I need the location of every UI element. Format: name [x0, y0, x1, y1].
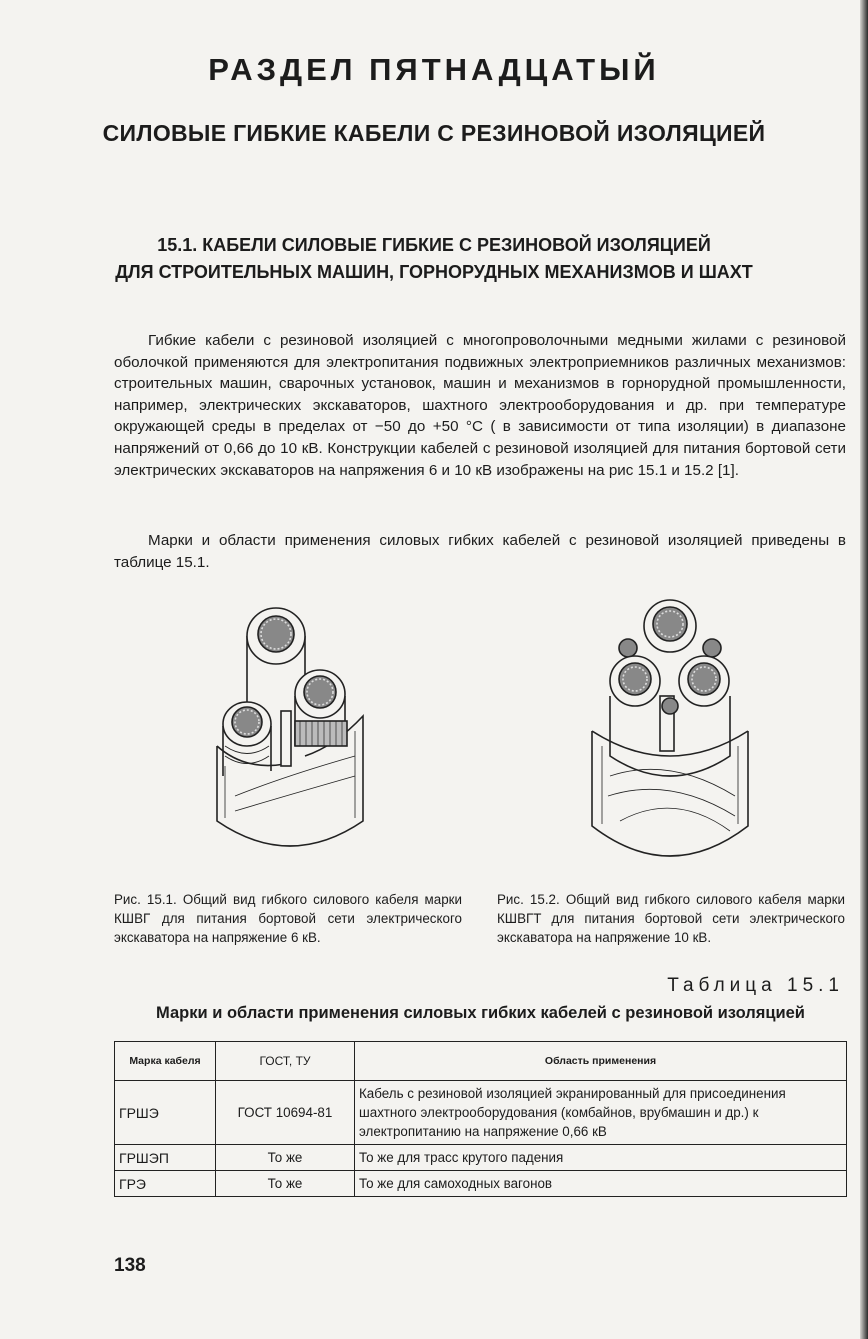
page-binding-edge — [860, 0, 868, 1339]
table-cell: Кабель с резиновой изоляцией экранированный для присоединения шахтного электрооборудования (комбайнов, врубмашин и др.) к электропитанию на напряжение 0,66 кВ — [355, 1081, 847, 1145]
column-header: ГОСТ, ТУ — [216, 1042, 355, 1081]
table-row — [115, 1145, 847, 1171]
table-row — [115, 1171, 847, 1197]
table-row — [115, 1081, 847, 1145]
table-cell: То же — [216, 1145, 355, 1171]
body-paragraph: Гибкие кабели с резиновой изоляцией с многопроволочными медными жилами с резиновой оболочкой применяются для электропитания подвижных электроприемников различных механизмов: строительных машин, сварочных установок, машин и механизмов в горнорудной промышленности, например, электрических экскаваторов, шахтного электрооборудования и др. при температуре окружающей среды в пределах от −50 до +50 °С ( в зависимости от типа изоляции) в диапазоне напряжений от 0,66 до 10 кВ. Конструкции кабелей с резиновой изоляцией для питания бортовой сети электрических экскаваторов на напряжения 6 и 10 кВ изображены на рис 15.1 и 15.2 [1]. — [114, 332, 846, 479]
cable-table — [114, 1041, 847, 1197]
table-cell: ГРЭ — [115, 1171, 216, 1197]
table-cell: ГОСТ 10694-81 — [216, 1081, 355, 1145]
cable-kshvg-illustration — [205, 596, 375, 856]
table-cell: То же — [216, 1171, 355, 1197]
table-cell: ГРШЭ — [115, 1081, 216, 1145]
column-header: Область применения — [355, 1042, 847, 1081]
table-title: Марки и области применения силовых гибких кабелей с резиновой изоляцией — [156, 1004, 805, 1022]
subsection-title-line2: ДЛЯ СТРОИТЕЛЬНЫХ МАШИН, ГОРНОРУДНЫХ МЕХАНИЗМОВ И ШАХТ — [115, 262, 753, 282]
cable-kshvgt-illustration — [580, 596, 760, 866]
table-header-row — [115, 1042, 847, 1081]
subsection-title-line1: 15.1. КАБЕЛИ СИЛОВЫЕ ГИБКИЕ С РЕЗИНОВОЙ ИЗОЛЯЦИЕЙ — [157, 235, 711, 255]
figure-caption: Рис. 15.2. Общий вид гибкого силового кабеля марки КШВГТ для питания бортовой сети электрического экскаватора на напряжение 10 кВ. — [497, 892, 845, 945]
figure-caption: Рис. 15.1. Общий вид гибкого силового кабеля марки КШВГ для питания бортовой сети электрического экскаватора на напряжение 6 кВ. — [114, 892, 462, 945]
table-cell: То же для трасс крутого падения — [355, 1145, 847, 1171]
part-title: РАЗДЕЛ ПЯТНАДЦАТЫЙ — [208, 52, 660, 87]
table-label: Таблица 15.1 — [667, 975, 844, 996]
section-title: СИЛОВЫЕ ГИБКИЕ КАБЕЛИ С РЕЗИНОВОЙ ИЗОЛЯЦИЕЙ — [102, 120, 766, 146]
body-paragraph: Марки и области применения силовых гибких кабелей с резиновой изоляцией приведены в таблице 15.1. — [114, 532, 846, 571]
column-header: Марка кабеля — [115, 1042, 216, 1081]
table-cell: То же для самоходных вагонов — [355, 1171, 847, 1197]
table-cell: ГРШЭП — [115, 1145, 216, 1171]
page-number: 138 — [114, 1255, 146, 1276]
